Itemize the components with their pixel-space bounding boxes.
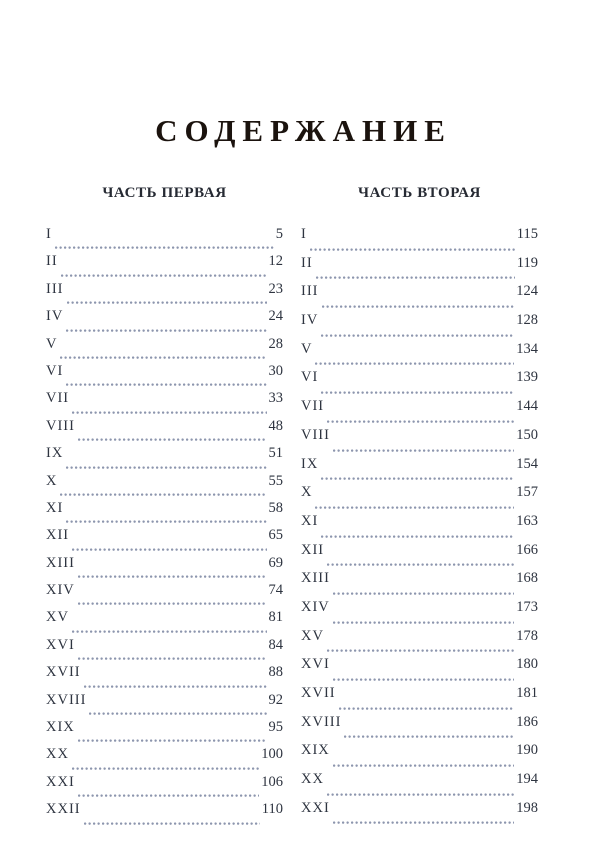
toc-row bbox=[46, 500, 283, 527]
chapter-numeral: XIX bbox=[46, 719, 75, 736]
toc-row bbox=[301, 771, 538, 800]
page-number: 23 bbox=[268, 280, 283, 297]
dot-leader bbox=[72, 767, 259, 770]
dot-leader bbox=[321, 535, 514, 538]
page-number: 150 bbox=[516, 426, 538, 443]
chapter-numeral: XX bbox=[46, 746, 69, 763]
chapter-numeral: VIII bbox=[301, 426, 330, 443]
page-number: 154 bbox=[516, 455, 538, 472]
toc-row bbox=[46, 363, 283, 390]
dot-leader bbox=[316, 276, 515, 279]
chapter-numeral: III bbox=[301, 283, 319, 300]
dot-leader bbox=[84, 685, 267, 688]
page-title: СОДЕРЖАНИЕ bbox=[155, 113, 452, 148]
dot-leader bbox=[310, 248, 515, 251]
part-one-header: ЧАСТЬ ПЕРВАЯ bbox=[102, 185, 227, 201]
dot-leader bbox=[66, 466, 266, 469]
dot-leader bbox=[315, 506, 514, 509]
dot-leader bbox=[339, 707, 515, 710]
toc-row bbox=[46, 746, 283, 773]
dot-leader bbox=[89, 712, 266, 715]
toc-row bbox=[301, 570, 538, 599]
page-number: 198 bbox=[516, 799, 538, 816]
chapter-numeral: XII bbox=[46, 527, 70, 544]
page-number: 163 bbox=[516, 512, 538, 529]
dot-leader bbox=[61, 274, 267, 277]
dot-leader bbox=[333, 449, 514, 452]
page-number: 180 bbox=[516, 656, 538, 673]
page-number: 100 bbox=[261, 746, 283, 763]
dot-leader bbox=[321, 334, 514, 337]
dot-leader bbox=[333, 821, 514, 824]
toc-row bbox=[301, 656, 538, 685]
dot-leader bbox=[327, 420, 514, 423]
page-number: 65 bbox=[268, 527, 283, 544]
dot-leader bbox=[60, 493, 266, 496]
dot-leader bbox=[66, 383, 266, 386]
chapter-numeral: II bbox=[46, 253, 58, 270]
page-number: 95 bbox=[268, 719, 283, 736]
page-number: 144 bbox=[516, 398, 538, 415]
dot-leader bbox=[78, 794, 259, 797]
page-number: 33 bbox=[268, 390, 283, 407]
dot-leader bbox=[84, 822, 260, 825]
chapter-numeral: XIV bbox=[301, 598, 330, 615]
chapter-numeral: XII bbox=[301, 541, 325, 558]
toc-row bbox=[46, 253, 283, 280]
page-number: 58 bbox=[268, 499, 283, 516]
chapter-numeral: IV bbox=[301, 312, 319, 329]
page-number: 157 bbox=[516, 484, 538, 501]
chapter-numeral: XVIII bbox=[301, 713, 342, 730]
chapter-numeral: XIV bbox=[46, 582, 75, 599]
chapter-numeral: VIII bbox=[46, 417, 75, 434]
chapter-numeral: XVI bbox=[301, 656, 330, 673]
toc-row bbox=[301, 685, 538, 714]
chapter-numeral: VII bbox=[301, 398, 325, 415]
toc-row bbox=[46, 609, 283, 636]
page-number: 106 bbox=[261, 773, 283, 790]
page-number: 110 bbox=[261, 801, 283, 818]
part-two-rows bbox=[301, 226, 538, 828]
chapter-numeral: VI bbox=[46, 362, 64, 379]
chapter-numeral: VI bbox=[301, 369, 319, 386]
dot-leader bbox=[67, 301, 267, 304]
chapter-numeral: VII bbox=[46, 390, 70, 407]
chapter-numeral: XI bbox=[301, 512, 319, 529]
dot-leader bbox=[327, 649, 514, 652]
toc-row bbox=[301, 312, 538, 341]
toc-row bbox=[301, 456, 538, 485]
dot-leader bbox=[78, 438, 267, 441]
page-number: 48 bbox=[268, 417, 283, 434]
page-number: 178 bbox=[516, 627, 538, 644]
chapter-numeral: XVI bbox=[46, 636, 75, 653]
chapter-numeral: XI bbox=[46, 499, 64, 516]
page-number: 119 bbox=[516, 254, 538, 271]
toc-row bbox=[46, 336, 283, 363]
toc-row bbox=[301, 283, 538, 312]
dot-leader bbox=[60, 356, 266, 359]
page-number: 12 bbox=[268, 253, 283, 270]
toc-row bbox=[301, 800, 538, 829]
dot-leader bbox=[66, 520, 266, 523]
dot-leader bbox=[78, 575, 267, 578]
chapter-numeral: V bbox=[46, 335, 58, 352]
dot-leader bbox=[315, 362, 514, 365]
page-number: 139 bbox=[516, 369, 538, 386]
dot-leader bbox=[78, 602, 267, 605]
chapter-numeral: XVIII bbox=[46, 691, 87, 708]
dot-leader bbox=[78, 739, 267, 742]
dot-leader bbox=[78, 657, 267, 660]
page-number: 5 bbox=[275, 226, 283, 242]
dot-leader bbox=[333, 678, 514, 681]
toc-row bbox=[301, 542, 538, 571]
dot-leader bbox=[333, 764, 514, 767]
dot-leader bbox=[321, 391, 514, 394]
toc-row bbox=[301, 513, 538, 542]
chapter-numeral: XX bbox=[301, 771, 324, 788]
toc-row bbox=[46, 801, 283, 828]
toc-row bbox=[46, 473, 283, 500]
dot-leader bbox=[333, 592, 514, 595]
chapter-numeral: I bbox=[301, 226, 307, 242]
toc-row bbox=[301, 226, 538, 255]
chapter-numeral: II bbox=[301, 254, 313, 271]
toc-row bbox=[46, 445, 283, 472]
toc-row bbox=[46, 418, 283, 445]
toc-row bbox=[301, 599, 538, 628]
toc-row bbox=[301, 369, 538, 398]
toc-row bbox=[46, 527, 283, 554]
part-two-header: ЧАСТЬ ВТОРАЯ bbox=[358, 185, 481, 201]
toc-row bbox=[46, 226, 283, 253]
page-number: 173 bbox=[516, 598, 538, 615]
page-number: 115 bbox=[516, 226, 538, 242]
toc-row bbox=[301, 484, 538, 513]
chapter-numeral: XIII bbox=[46, 554, 75, 571]
chapter-numeral: XXII bbox=[46, 801, 81, 818]
page-number: 69 bbox=[268, 554, 283, 571]
toc-row bbox=[46, 308, 283, 335]
dot-leader bbox=[344, 735, 514, 738]
toc-column-part-two bbox=[301, 184, 538, 829]
page-number: 30 bbox=[268, 362, 283, 379]
dot-leader bbox=[327, 563, 514, 566]
toc-row bbox=[46, 390, 283, 417]
page-number: 124 bbox=[516, 283, 538, 300]
page-number: 186 bbox=[516, 713, 538, 730]
page-number: 166 bbox=[516, 541, 538, 558]
page-number: 194 bbox=[516, 771, 538, 788]
toc-row bbox=[46, 692, 283, 719]
page-number: 168 bbox=[516, 570, 538, 587]
page-number: 51 bbox=[268, 445, 283, 462]
dot-leader bbox=[321, 477, 514, 480]
dot-leader bbox=[72, 630, 267, 633]
chapter-numeral: III bbox=[46, 280, 64, 297]
toc-row bbox=[46, 582, 283, 609]
chapter-numeral: XIX bbox=[301, 742, 330, 759]
toc-row bbox=[46, 555, 283, 582]
toc-row bbox=[301, 398, 538, 427]
chapter-numeral: XVII bbox=[301, 685, 336, 701]
chapter-numeral: XIII bbox=[301, 570, 330, 587]
dot-leader bbox=[55, 246, 274, 249]
chapter-numeral: V bbox=[301, 340, 313, 357]
page-number: 190 bbox=[516, 742, 538, 759]
dot-leader bbox=[322, 305, 515, 308]
toc-columns bbox=[46, 184, 538, 829]
toc-row bbox=[301, 628, 538, 657]
dot-leader bbox=[333, 621, 514, 624]
toc-row bbox=[301, 714, 538, 743]
toc-row bbox=[46, 719, 283, 746]
page-number: 74 bbox=[268, 582, 283, 599]
page-number: 84 bbox=[268, 636, 283, 653]
toc-row bbox=[46, 774, 283, 801]
chapter-numeral: X bbox=[301, 484, 313, 501]
chapter-numeral: IX bbox=[301, 455, 319, 472]
chapter-numeral: X bbox=[46, 472, 58, 489]
chapter-numeral: I bbox=[46, 226, 52, 242]
toc-row bbox=[301, 742, 538, 771]
page-number: 55 bbox=[268, 472, 283, 489]
dot-leader bbox=[327, 793, 514, 796]
chapter-numeral: XVII bbox=[46, 664, 81, 681]
page-number: 92 bbox=[268, 691, 283, 708]
toc-row bbox=[301, 427, 538, 456]
part-one-rows bbox=[46, 226, 283, 829]
chapter-numeral: XXI bbox=[301, 799, 330, 816]
page-number: 28 bbox=[268, 335, 283, 352]
page-number: 81 bbox=[268, 609, 283, 626]
dot-leader bbox=[72, 411, 266, 414]
toc-column-part-one bbox=[46, 184, 283, 829]
page-number: 24 bbox=[268, 308, 283, 325]
page-number: 128 bbox=[516, 312, 538, 329]
toc-row bbox=[46, 281, 283, 308]
chapter-numeral: XV bbox=[46, 609, 69, 626]
dot-leader bbox=[66, 329, 266, 332]
toc-row bbox=[301, 341, 538, 370]
page-number: 181 bbox=[516, 685, 538, 701]
toc-row bbox=[301, 255, 538, 284]
page-number: 88 bbox=[268, 664, 283, 681]
chapter-numeral: XXI bbox=[46, 773, 75, 790]
chapter-numeral: IV bbox=[46, 308, 64, 325]
chapter-numeral: XV bbox=[301, 627, 324, 644]
toc-row bbox=[46, 664, 283, 691]
toc-row bbox=[46, 637, 283, 664]
dot-leader bbox=[72, 548, 266, 551]
page-number: 134 bbox=[516, 340, 538, 357]
chapter-numeral: IX bbox=[46, 445, 64, 462]
